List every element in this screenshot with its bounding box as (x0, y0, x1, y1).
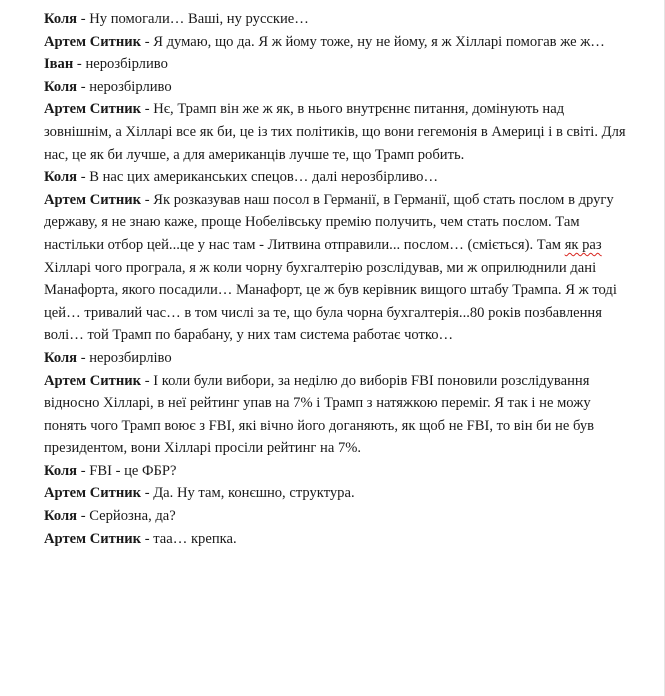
separator: - (141, 530, 154, 547)
transcript-line (44, 460, 630, 483)
speaker-name: Артем Ситник (44, 191, 142, 208)
transcript-line (44, 482, 630, 505)
transcript-line (44, 31, 630, 54)
line-text: нерозбірливо (89, 78, 172, 95)
line-text: Ну помогали… Ваші, ну русские… (89, 11, 309, 27)
separator: - (141, 485, 154, 502)
speaker-name: Іван (44, 56, 74, 73)
transcript-line (44, 505, 630, 528)
transcript-line (44, 98, 630, 166)
spellcheck-flagged-text: як раз (564, 236, 602, 253)
line-text: І коли були вибори, за неділю до виборів FBI поновили розслідування відносно Хілларі, в неї рейтинг упав на 7% і Трамп з натяжкою переміг. Я так і не можу понять чого Трамп воює з FBI, які вічно його доганяють, як щоб не FBI, то він би не був президентом, вони Хілларі просіли рейтинг на 7%. (44, 372, 595, 457)
separator: - (77, 169, 90, 186)
speaker-name: Коля (44, 169, 78, 186)
separator: - (141, 33, 154, 50)
transcript-line (44, 528, 630, 551)
speaker-name: Артем Ситник (44, 530, 142, 547)
separator: - (73, 56, 86, 73)
speaker-name: Артем Ситник (44, 101, 142, 118)
transcript-line (44, 53, 630, 76)
speaker-name: Артем Ситник (44, 33, 142, 50)
separator: - (141, 191, 154, 208)
speaker-name: Артем Ситник (44, 485, 142, 502)
speaker-name: Коля (44, 78, 78, 95)
line-text: Як розказував наш посол в Германії, в Германії, щоб стать послом в другу державу, я не знаю каже, проще Нобелівську премію получить, чем стать послом. Там настільки отбор цей...це у нас там - Литвина отправили... послом… (сміється). Там (44, 191, 614, 253)
speaker-name: Коля (44, 349, 78, 366)
speaker-name: Коля (44, 508, 78, 525)
line-text: Хілларі чого програла, я ж коли чорну бухгалтерію розслідував, ми ж оприлюднили дані Манафорта, якого посадили… Манафорт, це ж був керівник вищого штабу Трампа. Я ж тоді цей… тривалий час… в том числі за те, що була чорна бухгалтерія...80 років позбавлення волі… той Трамп по барабану, у них там система работає чотко… (44, 259, 617, 344)
transcript-line (44, 76, 630, 99)
separator: - (77, 462, 90, 479)
transcript-line (44, 166, 630, 189)
transcript (44, 8, 630, 550)
transcript-line (44, 189, 630, 347)
line-text: В нас цих американських спецов… далі нерозбірливо… (89, 169, 439, 186)
transcript-line (44, 8, 630, 31)
line-text: FBI - це ФБР? (89, 462, 177, 479)
line-text: нерозбирліво (89, 349, 172, 366)
line-text: Да. Ну там, конєшно, структура. (153, 485, 355, 502)
speaker-name: Коля (44, 11, 78, 27)
line-text: таа… крепка. (153, 530, 237, 547)
speaker-name: Коля (44, 462, 78, 479)
transcript-line (44, 347, 630, 370)
separator: - (141, 101, 154, 118)
line-text: Нє, Трамп він же ж як, в нього внутрєннє питання, домінують над зовнішнім, а Хілларі все як би, це із тих політиків, що вони гегемонія в Америці і в світі. Для нас, це як би лучше, а для американців лучше те, що Трамп робить. (44, 101, 626, 163)
line-text: Я думаю, що да. Я ж йому тоже, ну не йому, я ж Хілларі помогав же ж… (153, 33, 605, 50)
transcript-line (44, 370, 630, 460)
separator: - (77, 349, 90, 366)
speaker-name: Артем Ситник (44, 372, 142, 389)
separator: - (77, 508, 90, 525)
line-text: нерозбірливо (85, 56, 168, 73)
separator: - (77, 78, 90, 95)
separator: - (77, 11, 90, 27)
line-text: Серйозна, да? (89, 508, 176, 525)
separator: - (141, 372, 154, 389)
